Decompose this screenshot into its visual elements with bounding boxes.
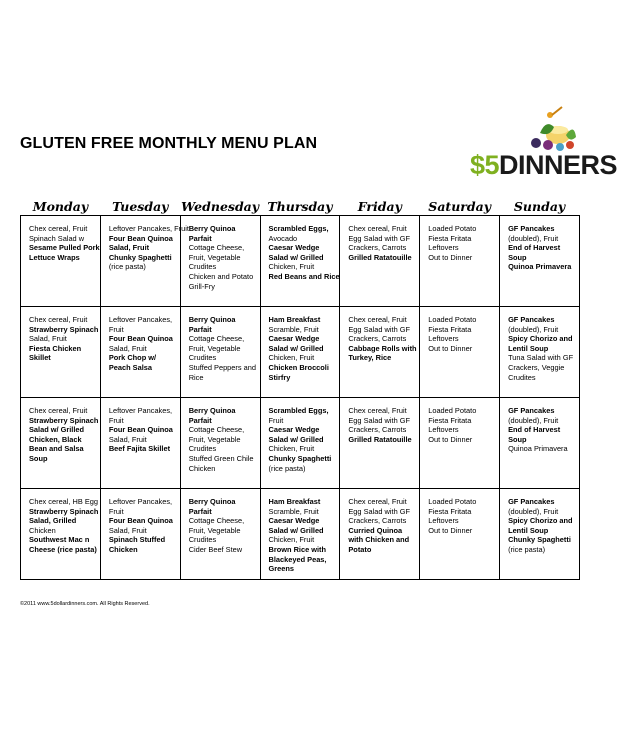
menu-item: Chex cereal, Fruit [348, 406, 407, 415]
menu-item: Red Beans and Rice [268, 271, 340, 281]
menu-item: (doubled), Fruit [508, 415, 559, 425]
menu-item: Leftover Pancakes, [108, 497, 173, 506]
menu-item: Salad, Fruit [108, 525, 147, 535]
menu-item: Egg Salad with GF [348, 324, 410, 334]
menu-item: Parfait [188, 324, 212, 334]
menu-item: Egg Salad with GF [348, 506, 410, 516]
menu-item: GF Pancakes [508, 406, 555, 415]
copyright-footer: ©2011 www.5dollardinners.com. All Rights Reserved. [20, 601, 150, 607]
day-cell [420, 489, 500, 580]
day-cell [340, 398, 420, 489]
menu-item: Fruit [108, 415, 124, 425]
menu-item: Cottage Cheese, [188, 243, 245, 253]
menu-item: Scramble, Fruit [268, 324, 319, 334]
day-header-monday: Monday [32, 199, 89, 214]
menu-item: Caesar Wedge [268, 243, 320, 253]
day-cell [420, 307, 500, 398]
day-cell [340, 307, 420, 398]
day-cell [21, 307, 101, 398]
menu-item: Strawberry Spinach [29, 324, 99, 334]
menu-item: Fruit, Vegetable [188, 434, 241, 444]
menu-item: Stuffed Peppers and [188, 362, 256, 372]
day-cell [260, 398, 340, 489]
day-cell [100, 398, 180, 489]
menu-item: Chicken, Fruit [268, 353, 315, 363]
page-title: GLUTEN FREE MONTHLY MENU PLAN [20, 135, 318, 152]
menu-item: Salad w/ Grilled [268, 434, 324, 444]
menu-item: Four Bean Quinoa [108, 334, 173, 344]
day-cell [420, 398, 500, 489]
logo-wordmark: $5DINNERS [470, 150, 617, 180]
menu-item: (doubled), Fruit [508, 233, 559, 243]
menu-item: Cottage Cheese, [188, 516, 245, 526]
day-cell [500, 398, 580, 489]
day-cell [100, 489, 180, 580]
menu-item: Berry Quinoa [188, 497, 236, 506]
menu-item: Four Bean Quinoa [108, 425, 173, 435]
menu-item: Peach Salsa [108, 362, 152, 372]
menu-item: Leftover Pancakes, [108, 406, 173, 415]
menu-item: with Chicken and [348, 535, 410, 545]
day-header-wednesday: Wednesday [181, 199, 260, 214]
menu-item: Stirfry [268, 372, 291, 382]
menu-item: Crackers, Carrots [348, 334, 407, 344]
day-header-tuesday: Tuesday [112, 199, 169, 214]
menu-item: Loaded Potato [428, 497, 477, 506]
week-row [21, 489, 580, 580]
menu-item: Beef Fajita Skillet [108, 444, 171, 454]
menu-item: Out to Dinner [428, 252, 473, 262]
menu-item: Chex cereal, Fruit [29, 224, 88, 233]
day-cell [100, 307, 180, 398]
menu-item: Quinoa Primavera [508, 444, 568, 454]
day-cell [500, 216, 580, 307]
menu-item: Fiesta Fritata [428, 415, 472, 425]
menu-item: (rice pasta) [508, 544, 546, 554]
menu-item: Egg Salad with GF [348, 415, 410, 425]
menu-item: Fruit [108, 506, 124, 516]
menu-item: Ham Breakfast [268, 315, 321, 324]
menu-item: Brown Rice with [268, 544, 327, 554]
day-header-sunday: Sunday [513, 199, 566, 214]
menu-item: GF Pancakes [508, 497, 555, 506]
menu-item: Loaded Potato [428, 315, 477, 324]
menu-item: Leftovers [428, 243, 459, 253]
menu-item: Out to Dinner [428, 525, 473, 535]
day-header-row [21, 196, 580, 216]
menu-item: Leftovers [428, 425, 459, 435]
menu-item: Egg Salad with GF [348, 233, 410, 243]
menu-weeks [21, 216, 580, 580]
week-row [21, 216, 580, 307]
menu-item: Cottage Cheese, [188, 425, 245, 435]
menu-item: Berry Quinoa [188, 406, 236, 415]
menu-item: Chicken, Fruit [268, 262, 315, 272]
menu-item: Chex cereal, Fruit [29, 315, 88, 324]
menu-item: (doubled), Fruit [508, 506, 559, 516]
menu-item: Chex cereal, Fruit [348, 315, 407, 324]
vegetables-illustration-icon [522, 105, 578, 153]
day-cell [180, 489, 260, 580]
day-cell [260, 307, 340, 398]
menu-item: Chicken, Black [29, 434, 82, 444]
menu-item: End of Harvest [508, 425, 561, 435]
menu-item: Tuna Salad with GF [508, 353, 574, 363]
menu-item: Fruit [108, 324, 124, 334]
day-header-saturday: Saturday [428, 199, 491, 214]
menu-item: Fiesta Fritata [428, 233, 472, 243]
menu-item: Crackers, Carrots [348, 243, 407, 253]
day-cell [21, 489, 101, 580]
menu-item: Cabbage Rolls with [348, 343, 417, 353]
menu-item: Fruit, Vegetable [188, 252, 241, 262]
menu-item: Berry Quinoa [188, 224, 236, 233]
day-header-thursday: Thursday [267, 199, 333, 214]
menu-item: Lentil Soup [508, 525, 549, 535]
menu-item: Potato [348, 544, 372, 554]
menu-item: Chicken and Potato [188, 271, 254, 281]
menu-item: Parfait [188, 506, 212, 516]
menu-item: Loaded Potato [428, 406, 477, 415]
menu-item: Loaded Potato [428, 224, 477, 233]
menu-item: Chex cereal, Fruit [348, 497, 407, 506]
menu-item: Chunky Spaghetti [508, 535, 571, 545]
menu-item: Leftovers [428, 334, 459, 344]
menu-item: Rice [188, 372, 204, 382]
day-cell [180, 307, 260, 398]
menu-item: Fiesta Fritata [428, 324, 472, 334]
menu-calendar [20, 196, 580, 580]
menu-item: Chex cereal, HB Egg [29, 497, 99, 506]
menu-item: Fiesta Chicken [29, 343, 82, 353]
day-cell [180, 398, 260, 489]
menu-item: Four Bean Quinoa [108, 516, 173, 526]
menu-item: Bean and Salsa [29, 444, 84, 454]
menu-item: Skillet [29, 353, 51, 363]
menu-item: Berry Quinoa [188, 315, 236, 324]
menu-item: Blackeyed Peas, [268, 554, 327, 564]
menu-item: Chicken [108, 544, 138, 554]
menu-item: Crackers, Veggie [508, 362, 565, 372]
menu-item: Avocado [268, 233, 298, 243]
day-cell [21, 398, 101, 489]
menu-item: Caesar Wedge [268, 334, 320, 344]
menu-item: Chex cereal, Fruit [29, 406, 88, 415]
menu-item: Spicy Chorizo and [508, 516, 573, 526]
menu-item: Parfait [188, 415, 212, 425]
menu-item: Southwest Mac n [29, 535, 90, 545]
menu-item: Caesar Wedge [268, 425, 320, 435]
menu-item: Salad w/ Grilled [29, 425, 85, 435]
day-cell [420, 216, 500, 307]
menu-item: End of Harvest [508, 243, 561, 253]
menu-item: Chicken, Fruit [268, 444, 315, 454]
menu-item: Crudites [188, 535, 217, 545]
day-cell [21, 216, 101, 307]
menu-item: Leftover Pancakes, Fruit [108, 224, 189, 233]
menu-item: Ham Breakfast [268, 497, 321, 506]
menu-item: Salad, Grilled [29, 516, 77, 526]
menu-item: GF Pancakes [508, 315, 555, 324]
menu-item: Salad w/ Grilled [268, 343, 324, 353]
menu-item: Strawberry Spinach [29, 506, 99, 516]
five-dinners-logo [470, 105, 617, 190]
menu-item: Fruit, Vegetable [188, 525, 241, 535]
menu-item: Curried Quinoa [348, 525, 403, 535]
menu-item: Cottage Cheese, [188, 334, 245, 344]
day-header-friday: Friday [357, 199, 402, 214]
menu-item: Grill-Fry [188, 281, 215, 291]
menu-item: Cider Beef Stew [188, 544, 243, 554]
menu-item: Soup [29, 453, 48, 463]
menu-item: Soup [508, 252, 527, 262]
menu-item: Grilled Ratatouille [348, 252, 412, 262]
menu-item: Sesame Pulled Pork [29, 243, 100, 253]
menu-item: Lettuce Wraps [29, 252, 80, 262]
menu-item: Chunky Spaghetti [108, 252, 172, 262]
menu-item: Chex cereal, Fruit [348, 224, 407, 233]
menu-item: (rice pasta) [108, 262, 146, 272]
menu-item: Leftover Pancakes, [108, 315, 173, 324]
menu-item: Chicken Broccoli [268, 362, 329, 372]
day-cell [260, 489, 340, 580]
menu-item: Spinach Stuffed [108, 535, 166, 545]
day-cell [180, 216, 260, 307]
menu-item: Crudites [188, 444, 217, 454]
menu-item: Crudites [508, 372, 536, 382]
menu-item: Spinach Salad w [29, 233, 85, 243]
menu-item: (doubled), Fruit [508, 324, 559, 334]
menu-item: GF Pancakes [508, 224, 555, 233]
week-row [21, 307, 580, 398]
menu-item: Leftovers [428, 516, 459, 526]
menu-item: Salad, Fruit [108, 434, 147, 444]
menu-item: Caesar Wedge [268, 516, 320, 526]
menu-item: Chicken, Fruit [268, 535, 315, 545]
menu-item: Chicken [29, 525, 56, 535]
menu-item: Scrambled Eggs, [268, 406, 329, 415]
menu-item: Fruit, Vegetable [188, 343, 241, 353]
menu-item: Fruit [268, 415, 284, 425]
day-cell [340, 216, 420, 307]
menu-item: Greens [268, 564, 295, 574]
day-cell [100, 216, 189, 307]
menu-item: Lentil Soup [508, 343, 549, 353]
menu-item: Strawberry Spinach [29, 415, 99, 425]
day-cell [500, 489, 580, 580]
day-cell [260, 216, 340, 307]
menu-item: Out to Dinner [428, 343, 473, 353]
menu-item: Four Bean Quinoa [108, 233, 173, 243]
week-row [21, 398, 580, 489]
menu-item: Parfait [188, 233, 212, 243]
menu-item: Cheese (rice pasta) [29, 544, 97, 554]
menu-item: Pork Chop w/ [108, 353, 157, 363]
menu-item: Soup [508, 434, 527, 444]
menu-item: Salad, Fruit [108, 343, 147, 353]
menu-item: Spicy Chorizo and [508, 334, 573, 344]
menu-item: Chicken [188, 463, 216, 473]
day-cell [340, 489, 420, 580]
menu-item: Salad w/ Grilled [268, 525, 324, 535]
menu-item: Scrambled Eggs, [268, 224, 329, 233]
menu-item: Scramble, Fruit [268, 506, 319, 516]
menu-item: Turkey, Rice [348, 353, 392, 363]
menu-item: Crackers, Carrots [348, 516, 407, 526]
menu-item: (rice pasta) [268, 463, 306, 473]
menu-item: Crudites [188, 262, 217, 272]
menu-item: Grilled Ratatouille [348, 434, 412, 444]
menu-item: Stuffed Green Chile [188, 453, 254, 463]
menu-item: Crackers, Carrots [348, 425, 407, 435]
menu-item: Crudites [188, 353, 217, 363]
menu-item: Out to Dinner [428, 434, 473, 444]
menu-item: Fiesta Fritata [428, 506, 472, 516]
menu-item: Chunky Spaghetti [268, 453, 332, 463]
day-cell [500, 307, 580, 398]
menu-item: Salad, Fruit [29, 334, 67, 344]
menu-item: Salad, Fruit [108, 243, 150, 253]
menu-item: Quinoa Primavera [508, 262, 572, 272]
menu-item: Salad w/ Grilled [268, 252, 324, 262]
